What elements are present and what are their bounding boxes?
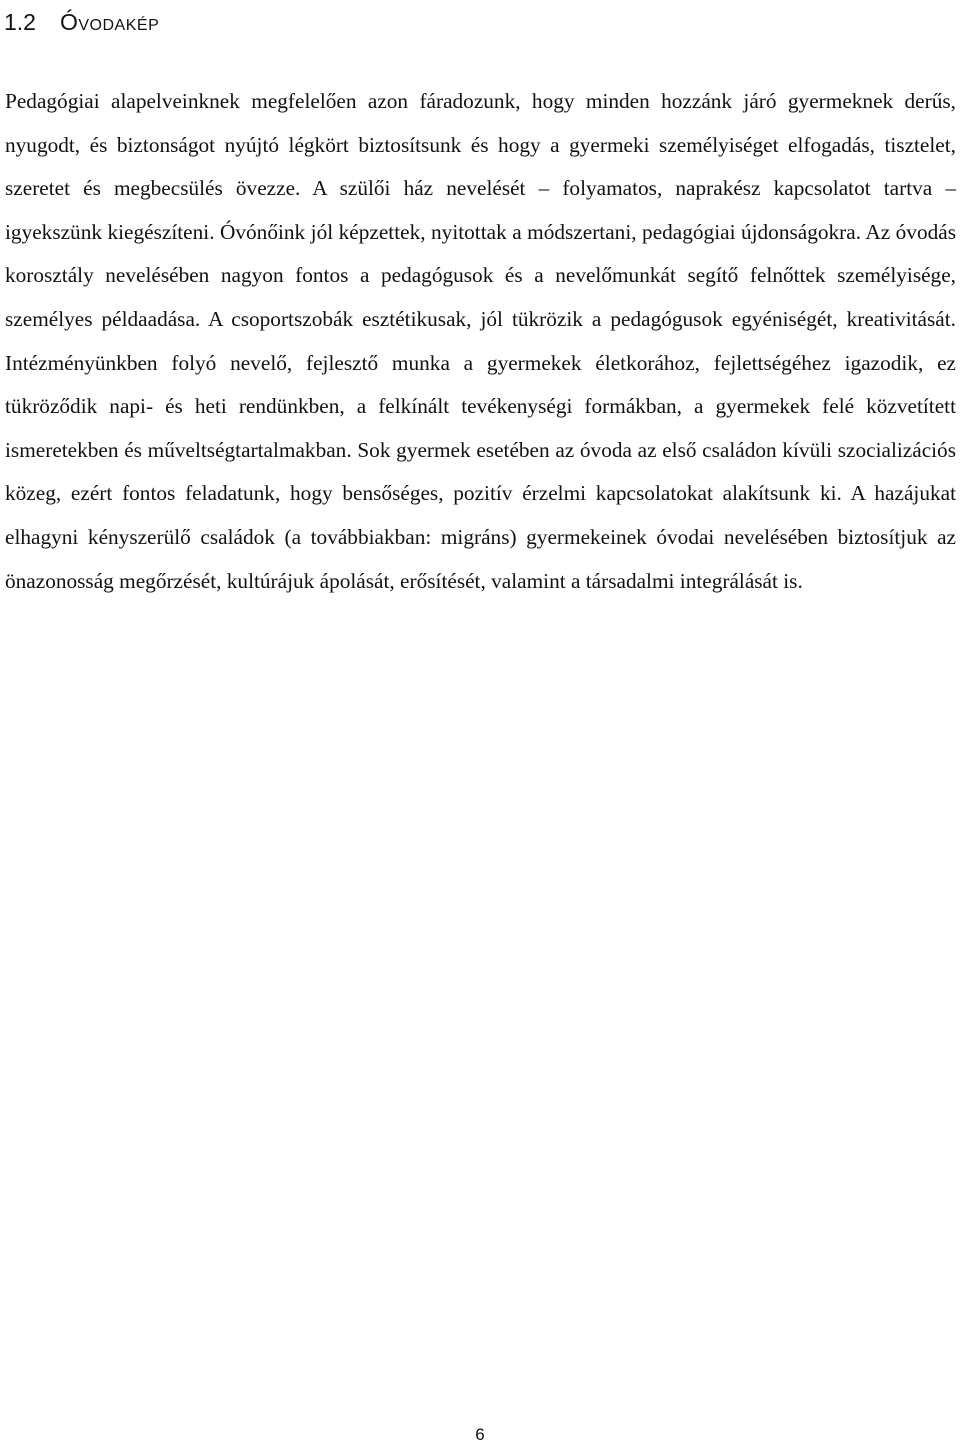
section-number: 1.2 <box>4 9 36 35</box>
page-number: 6 <box>475 1425 485 1444</box>
section-heading <box>4 6 159 38</box>
body-paragraph: Pedagógiai alapelveinknek megfelelően azon fáradozunk, hogy minden hozzánk járó gyermeknek derűs, nyugodt, és biztonságot nyújtó légkört biztosítsunk és hogy a gyermeki személyiséget elfogadás, tisztelet, szeretet és megbecsülés övezze. A szülői ház nevelését – folyamatos, naprakész kapcsolatot tartva – igyekszünk kiegészíteni. Óvónőink jól képzettek, nyitottak a módszertani, pedagógiai újdonságokra. Az óvodás korosztály nevelésében nagyon fontos a pedagógusok és a nevelőmunkát segítő felnőttek személyisége, személyes példaadása. A csoportszobák esztétikusak, jól tükrözik a pedagógusok egyéniségét, kreativitását. Intézményünkben folyó nevelő, fejlesztő munka a gyermekek életkorához, fejlettségéhez igazodik, ez tükröződik napi- és heti rendünkben, a felkínált tevékenységi formákban, a gyermekek felé közvetített ismeretekben és műveltségtartalmakban. Sok gyermek esetében az óvoda az első családon kívüli szocializációs közeg, ezért fontos feladatunk, hogy bensőséges, pozitív érzelmi kapcsolatokat alakítsunk ki. A hazájukat elhagyni kényszerülő családok (a továbbiakban: migráns) gyermekeinek óvodai nevelésében biztosítjuk az önazonosság megőrzését, kultúrájuk ápolását, erősítését, valamint a társadalmi integrálását is. <box>5 89 956 593</box>
section-title: Óvodakép <box>60 9 160 35</box>
